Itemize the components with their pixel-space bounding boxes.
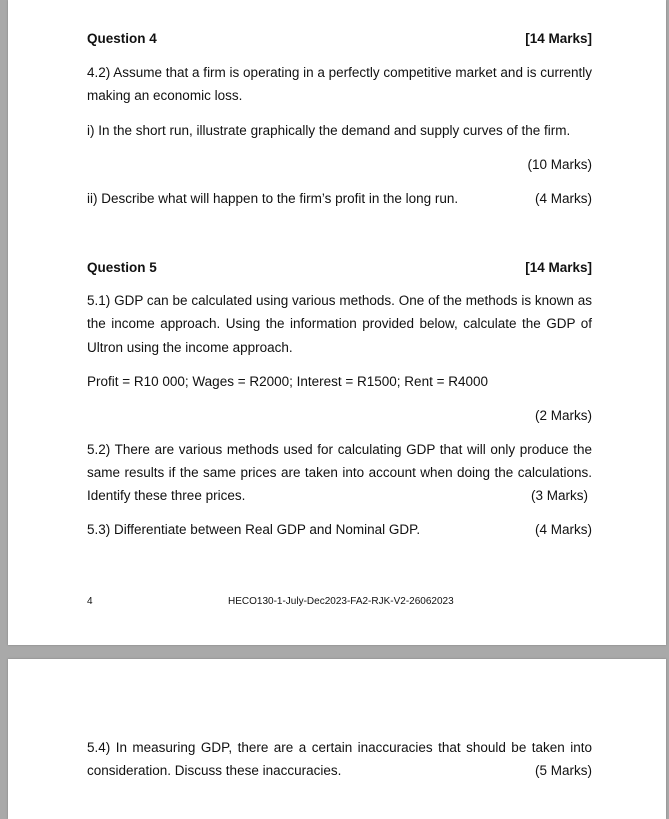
question-5-header — [87, 260, 592, 276]
q4-2-text-line-1: 4.2) Assume that a firm is operating in a perfectly competitive market and is currently — [87, 65, 592, 80]
q5-3-row — [87, 522, 592, 538]
q5-2-text-line-3: Identify these three prices. — [87, 488, 246, 503]
question-5-total-marks: [14 Marks] — [525, 260, 592, 275]
q5-2-text-line-2: same results if the same prices are taken into account when doing the calculations. — [87, 465, 592, 480]
q5-1-data-line: Profit = R10 000; Wages = R2000; Interest = R1500; Rent = R4000 — [87, 374, 488, 389]
q5-1-marks: (2 Marks) — [535, 408, 592, 423]
q5-4-text-line-2: consideration. Discuss these inaccuracies. — [87, 763, 342, 778]
footer-page-number: 4 — [87, 596, 93, 607]
question-5-heading: Question 5 — [87, 260, 157, 275]
q5-3-text: 5.3) Differentiate between Real GDP and Nominal GDP. — [87, 522, 421, 537]
q5-2-text-line-1: 5.2) There are various methods used for calculating GDP that will only produce the — [87, 442, 592, 457]
q4-part-i-marks: (10 Marks) — [527, 157, 592, 172]
q5-3-marks: (4 Marks) — [535, 522, 592, 537]
document-page-1 — [8, 0, 666, 645]
q5-4-marks: (5 Marks) — [535, 763, 592, 778]
q5-4-row-2 — [87, 763, 592, 779]
q5-2-row-3 — [87, 488, 588, 504]
q4-part-ii-text: ii) Describe what will happen to the firm’s profit in the long run. — [87, 191, 459, 206]
q5-2-marks: (3 Marks) — [531, 488, 588, 503]
footer-document-code: HECO130-1-July-Dec2023-FA2-RJK-V2-26062023 — [228, 596, 454, 607]
q5-4-text-line-1: 5.4) In measuring GDP, there are a certain inaccuracies that should be taken into — [87, 740, 592, 755]
q4-part-ii-marks: (4 Marks) — [535, 191, 592, 206]
q4-part-i-text: i) In the short run, illustrate graphically the demand and supply curves of the firm. — [87, 123, 571, 138]
q5-1-text-line-1: 5.1) GDP can be calculated using various methods. One of the methods is known as — [87, 293, 592, 308]
q4-part-ii-row — [87, 191, 592, 207]
question-4-header — [87, 31, 592, 47]
q5-1-text-line-2: the income approach. Using the information provided below, calculate the GDP of — [87, 316, 592, 331]
q4-2-text-line-2: making an economic loss. — [87, 88, 243, 103]
question-4-total-marks: [14 Marks] — [525, 31, 592, 46]
q5-1-text-line-3: Ultron using the income approach. — [87, 340, 293, 355]
question-4-heading: Question 4 — [87, 31, 157, 46]
document-page-2 — [8, 659, 666, 819]
